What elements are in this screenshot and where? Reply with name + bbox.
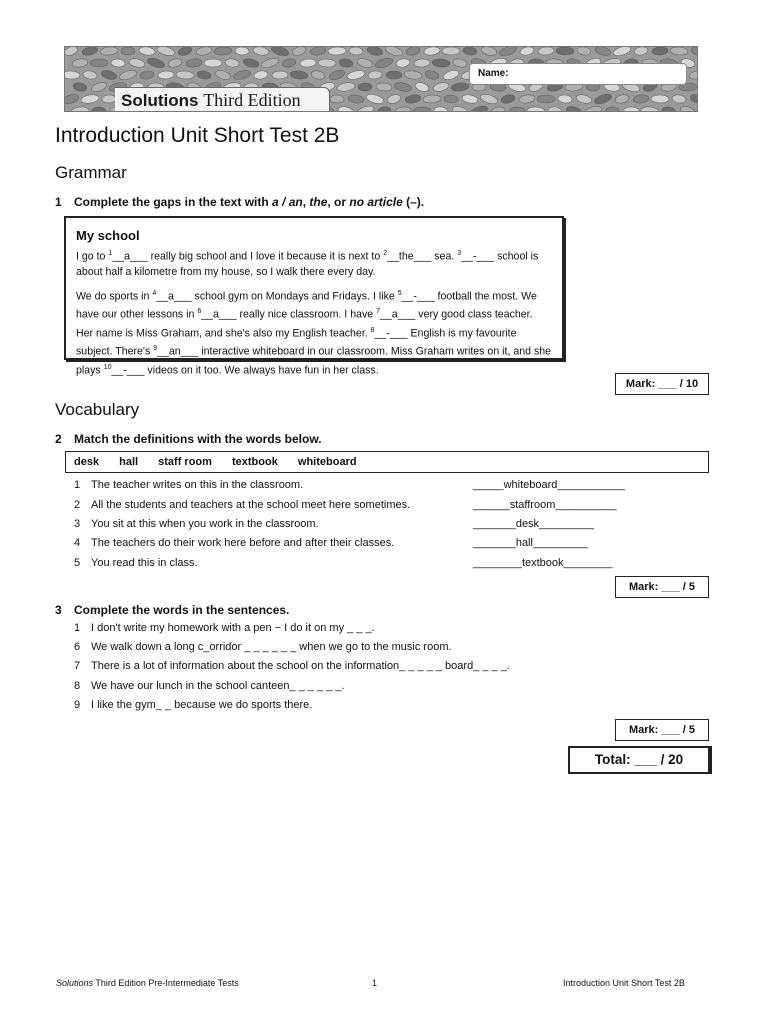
banner-oval — [346, 69, 365, 81]
item-text: There is a lot of information about the school on the information_ _ _ _ _ board_ _ _ _. — [91, 660, 510, 672]
banner-oval — [423, 95, 441, 104]
banner-oval — [593, 92, 613, 106]
word-bank-item: textbook — [232, 456, 278, 468]
q2-mark-box: Mark: ___ / 5 — [615, 576, 709, 598]
q2-item — [74, 557, 198, 569]
banner-oval — [270, 47, 290, 57]
banner-oval — [260, 56, 280, 69]
q1-text-post: (–). — [402, 195, 425, 209]
q2-text: Match the definitions with the words below. — [74, 432, 322, 446]
item-number: 6 — [74, 641, 81, 653]
banner-oval — [82, 70, 97, 80]
gap-number: 10 — [103, 363, 112, 371]
item-number: 1 — [74, 479, 81, 491]
banner-oval — [81, 47, 98, 57]
banner-oval — [177, 47, 193, 57]
q2-number: 2 — [55, 432, 62, 446]
banner-oval — [349, 47, 364, 56]
banner-oval — [376, 106, 391, 111]
banner-oval — [575, 93, 592, 104]
footer-book: Third Edition Pre-Intermediate Tests — [93, 978, 239, 988]
q2-instruction — [55, 432, 322, 446]
banner-oval — [432, 58, 451, 67]
banner-oval — [519, 94, 536, 104]
banner-oval — [393, 81, 412, 93]
passage-box — [64, 216, 564, 377]
banner-oval — [444, 95, 459, 104]
brand-box — [115, 87, 330, 112]
banner-oval — [679, 105, 697, 111]
banner-oval — [414, 81, 430, 93]
q1-no-article: no article — [349, 195, 403, 209]
banner-oval — [661, 106, 676, 111]
banner-oval — [527, 107, 545, 111]
banner-oval — [65, 47, 79, 57]
item-number: 9 — [74, 699, 81, 711]
gap-number: 9 — [153, 345, 158, 353]
banner-oval — [576, 47, 591, 56]
banner-oval — [338, 58, 353, 68]
banner-oval — [214, 47, 233, 56]
banner-oval — [604, 106, 619, 111]
q2-answer[interactable]: _______desk_________ — [473, 518, 595, 530]
q1-number: 1 — [55, 195, 62, 209]
passage-text: We do sports in — [76, 290, 153, 303]
page-title: Introduction Unit Short Test 2B — [55, 124, 340, 147]
q1-comma: , — [302, 195, 310, 209]
q3-item[interactable] — [74, 622, 375, 634]
banner-oval — [196, 70, 211, 81]
q3-item[interactable] — [74, 680, 345, 692]
banner-oval — [537, 95, 555, 103]
banner-oval — [281, 58, 296, 69]
banner-oval — [672, 94, 687, 104]
banner-oval — [92, 107, 106, 111]
item-text: You sit at this when you work in the classroom. — [91, 518, 319, 530]
item-text: You read this in class. — [91, 557, 198, 569]
q2-item — [74, 518, 319, 530]
banner-oval — [405, 47, 421, 57]
word-bank-item: desk — [74, 456, 100, 468]
banner-oval — [612, 47, 632, 57]
q2-item — [74, 479, 303, 491]
item-text: I don't write my homework with a pen − I do it on my _ _ _. — [91, 622, 375, 634]
q1-mark-box: Mark: ___ / 10 — [615, 373, 709, 395]
banner-oval — [498, 47, 518, 58]
banner-oval — [451, 105, 469, 111]
banner-oval — [442, 69, 460, 82]
banner-oval — [633, 47, 648, 56]
banner-oval — [376, 82, 393, 91]
banner-oval — [490, 106, 505, 111]
banner-oval — [690, 47, 697, 56]
banner-oval — [547, 106, 562, 111]
banner-oval — [395, 58, 410, 68]
item-number: 4 — [74, 537, 81, 549]
item-text: We walk down a long c_orridor _ _ _ _ _ _ when we go to the music room. — [91, 641, 452, 653]
banner-oval — [235, 47, 249, 55]
banner-oval — [463, 47, 478, 56]
banner-oval — [100, 47, 119, 56]
banner-oval — [451, 82, 470, 92]
banner-oval — [309, 47, 326, 56]
banner-oval — [71, 58, 88, 68]
banner-oval — [121, 47, 135, 55]
banner-oval — [128, 57, 145, 68]
vocabulary-heading: Vocabulary — [55, 400, 140, 419]
banner-oval — [291, 47, 307, 57]
passage-text: __an___ interactive whiteboard in our classroom. Miss Graham writes on it, and she plays — [76, 345, 552, 377]
banner-oval — [146, 56, 166, 69]
banner-oval — [461, 94, 478, 105]
passage-text: __-___ football the most. We have our other lessons in — [76, 290, 537, 321]
q2-answer[interactable]: ________textbook________ — [473, 557, 613, 569]
q3-number: 3 — [55, 603, 62, 617]
banner-oval — [614, 94, 629, 105]
passage-text: __-___ videos on it too. We always have fun in her class. — [111, 364, 379, 377]
banner-oval — [519, 47, 534, 56]
word-bank-item: staff room — [158, 456, 212, 468]
banner-oval — [158, 71, 174, 80]
gap-number: 4 — [152, 289, 157, 297]
passage-text: __a___ really nice classroom. I have — [201, 308, 377, 321]
footer-right: Introduction Unit Short Test 2B — [563, 978, 685, 988]
total-score-box: Total: ___ / 20 — [568, 746, 710, 774]
footer-left — [56, 978, 239, 988]
banner-oval — [651, 95, 669, 103]
banner-oval — [225, 58, 240, 68]
banner-oval — [186, 58, 203, 68]
item-number: 7 — [74, 660, 81, 672]
item-number: 8 — [74, 680, 81, 692]
banner-oval — [328, 47, 346, 55]
grammar-heading: Grammar — [55, 163, 127, 182]
gap-number: 2 — [383, 250, 388, 257]
passage-text: __the___ sea. — [387, 250, 458, 263]
banner-oval — [623, 107, 639, 111]
banner-oval — [300, 58, 317, 67]
banner-oval — [565, 105, 583, 111]
banner-oval — [480, 47, 497, 57]
q1-text-pre: Complete the gaps in the text with — [74, 195, 273, 209]
gap-number: 7 — [376, 308, 381, 316]
banner-oval — [414, 59, 430, 68]
q2-answer[interactable]: _____whiteboard___________ — [473, 479, 625, 491]
banner-oval — [432, 81, 449, 93]
q2-answer[interactable]: ______staffroom__________ — [473, 499, 617, 511]
brand-name: Solutions — [121, 91, 199, 110]
q1-the: the — [309, 195, 328, 209]
banner-oval — [310, 70, 325, 81]
banner-oval — [386, 93, 402, 105]
item-text: We have our lunch in the school canteen_ _ _ _ _ _. — [91, 680, 345, 692]
gap-number: 6 — [197, 308, 202, 316]
banner-oval — [404, 70, 423, 80]
q3-item[interactable] — [74, 641, 452, 653]
q1-a-an: a / an — [272, 195, 303, 209]
passage-text: __-___ English is my favourite subject. There's — [76, 327, 517, 358]
passage-text: __a___ school gym on Mondays and Fridays. I like — [156, 290, 398, 303]
banner-oval — [500, 93, 516, 104]
banner-oval — [641, 106, 660, 111]
banner-oval — [290, 70, 309, 80]
banner-oval — [102, 95, 116, 103]
banner-oval — [413, 107, 431, 111]
banner-oval — [65, 71, 80, 80]
banner-oval — [195, 47, 212, 56]
banner-oval — [509, 106, 526, 111]
banner-oval — [368, 70, 383, 79]
banner-oval — [139, 47, 156, 56]
q3-mark-box: Mark: ___ / 5 — [615, 719, 709, 741]
item-number: 2 — [74, 499, 81, 511]
brand-edition: Third Edition — [203, 90, 301, 110]
brand-logo — [121, 90, 301, 111]
q2-item — [74, 499, 410, 511]
banner-oval — [204, 59, 222, 67]
banner-oval — [558, 94, 573, 103]
q3-text: Complete the words in the sentences. — [74, 603, 290, 617]
item-number: 3 — [74, 518, 81, 530]
item-text: The teachers do their work here before and after their classes. — [91, 537, 395, 549]
banner-oval — [442, 47, 460, 55]
banner-oval — [71, 106, 90, 111]
word-bank-item: hall — [119, 456, 139, 468]
q2-answer[interactable]: _______hall_________ — [473, 537, 589, 549]
banner-oval — [424, 69, 440, 80]
passage-paragraph-1 — [76, 246, 552, 280]
banner-oval — [386, 71, 402, 79]
banner-oval — [594, 47, 612, 57]
gap-number: 5 — [397, 289, 402, 297]
passage-text: __a___ really big school and I love it because it is next to — [112, 250, 384, 263]
passage-text: I go to — [76, 250, 109, 263]
banner-oval — [384, 47, 404, 58]
banner-oval — [366, 47, 383, 57]
banner-oval — [167, 57, 183, 68]
banner-oval — [479, 92, 499, 105]
banner-oval — [90, 81, 108, 94]
banner-oval — [111, 58, 126, 67]
passage-paragraph-2 — [76, 286, 552, 379]
banner-oval — [100, 69, 118, 81]
banner-oval — [330, 95, 344, 103]
q3-item[interactable] — [74, 699, 312, 711]
name-field[interactable] — [469, 63, 687, 85]
banner-oval — [395, 106, 412, 111]
banner-oval — [242, 57, 259, 69]
banner-oval — [176, 70, 195, 79]
word-bank — [65, 451, 709, 473]
banner-oval — [252, 47, 269, 56]
banner-oval — [358, 83, 372, 91]
gap-number: 1 — [108, 250, 113, 257]
banner-oval — [452, 58, 467, 69]
gap-number: 8 — [370, 326, 375, 334]
footer-series: Solutions — [56, 978, 94, 988]
banner-oval — [254, 70, 269, 80]
passage-text: __-___ school is about half a kilometre from my house, so I walk there every day. — [76, 250, 539, 278]
banner-oval — [583, 105, 603, 111]
item-text: I like the gym_ _ because we do sports there. — [91, 699, 313, 711]
banner-oval — [90, 59, 108, 68]
banner-oval — [72, 82, 87, 93]
banner-oval — [272, 71, 288, 79]
q1-or: , or — [327, 195, 350, 209]
banner-oval — [670, 47, 689, 56]
banner-oval — [374, 57, 394, 70]
banner-oval — [355, 104, 375, 111]
q3-item[interactable] — [74, 660, 510, 672]
q1-instruction — [55, 195, 424, 209]
item-number: 5 — [74, 557, 81, 569]
banner-oval — [80, 94, 99, 105]
banner-oval — [365, 93, 385, 106]
banner-oval — [556, 47, 574, 55]
banner-oval — [652, 47, 668, 55]
banner-oval — [139, 70, 154, 80]
banner-oval — [232, 69, 251, 81]
banner-oval — [328, 69, 346, 82]
item-text: All the students and teachers at the school meet here sometimes. — [91, 499, 411, 511]
banner-oval — [689, 93, 697, 105]
banner-oval — [404, 94, 421, 105]
banner-oval — [424, 47, 441, 56]
banner-oval — [689, 70, 697, 80]
header-banner — [64, 46, 698, 112]
item-number: 1 — [74, 622, 81, 634]
banner-oval — [118, 69, 138, 82]
banner-oval — [356, 57, 374, 69]
gap-number: 3 — [457, 250, 462, 257]
banner-oval — [336, 82, 355, 93]
word-bank-item: whiteboard — [297, 456, 357, 468]
banner-oval — [65, 93, 80, 105]
q3-instruction — [55, 603, 289, 617]
item-text: The teacher writes on this in the classroom. — [91, 479, 304, 491]
page-number: 1 — [372, 978, 378, 988]
banner-oval — [337, 105, 354, 111]
banner-oval — [214, 69, 232, 82]
banner-oval — [633, 94, 650, 104]
banner-oval — [156, 47, 175, 57]
banner-oval — [538, 47, 555, 56]
name-label: Name: — [478, 68, 509, 79]
q2-item — [74, 537, 394, 549]
banner-oval — [469, 104, 489, 111]
passage-text: __a___ very good class teacher. Her name is Miss Graham, and she's also my English teacher. — [76, 308, 533, 340]
banner-oval — [347, 94, 364, 104]
passage-title: My school — [76, 228, 140, 243]
banner-oval — [318, 59, 336, 68]
banner-oval — [434, 106, 449, 111]
